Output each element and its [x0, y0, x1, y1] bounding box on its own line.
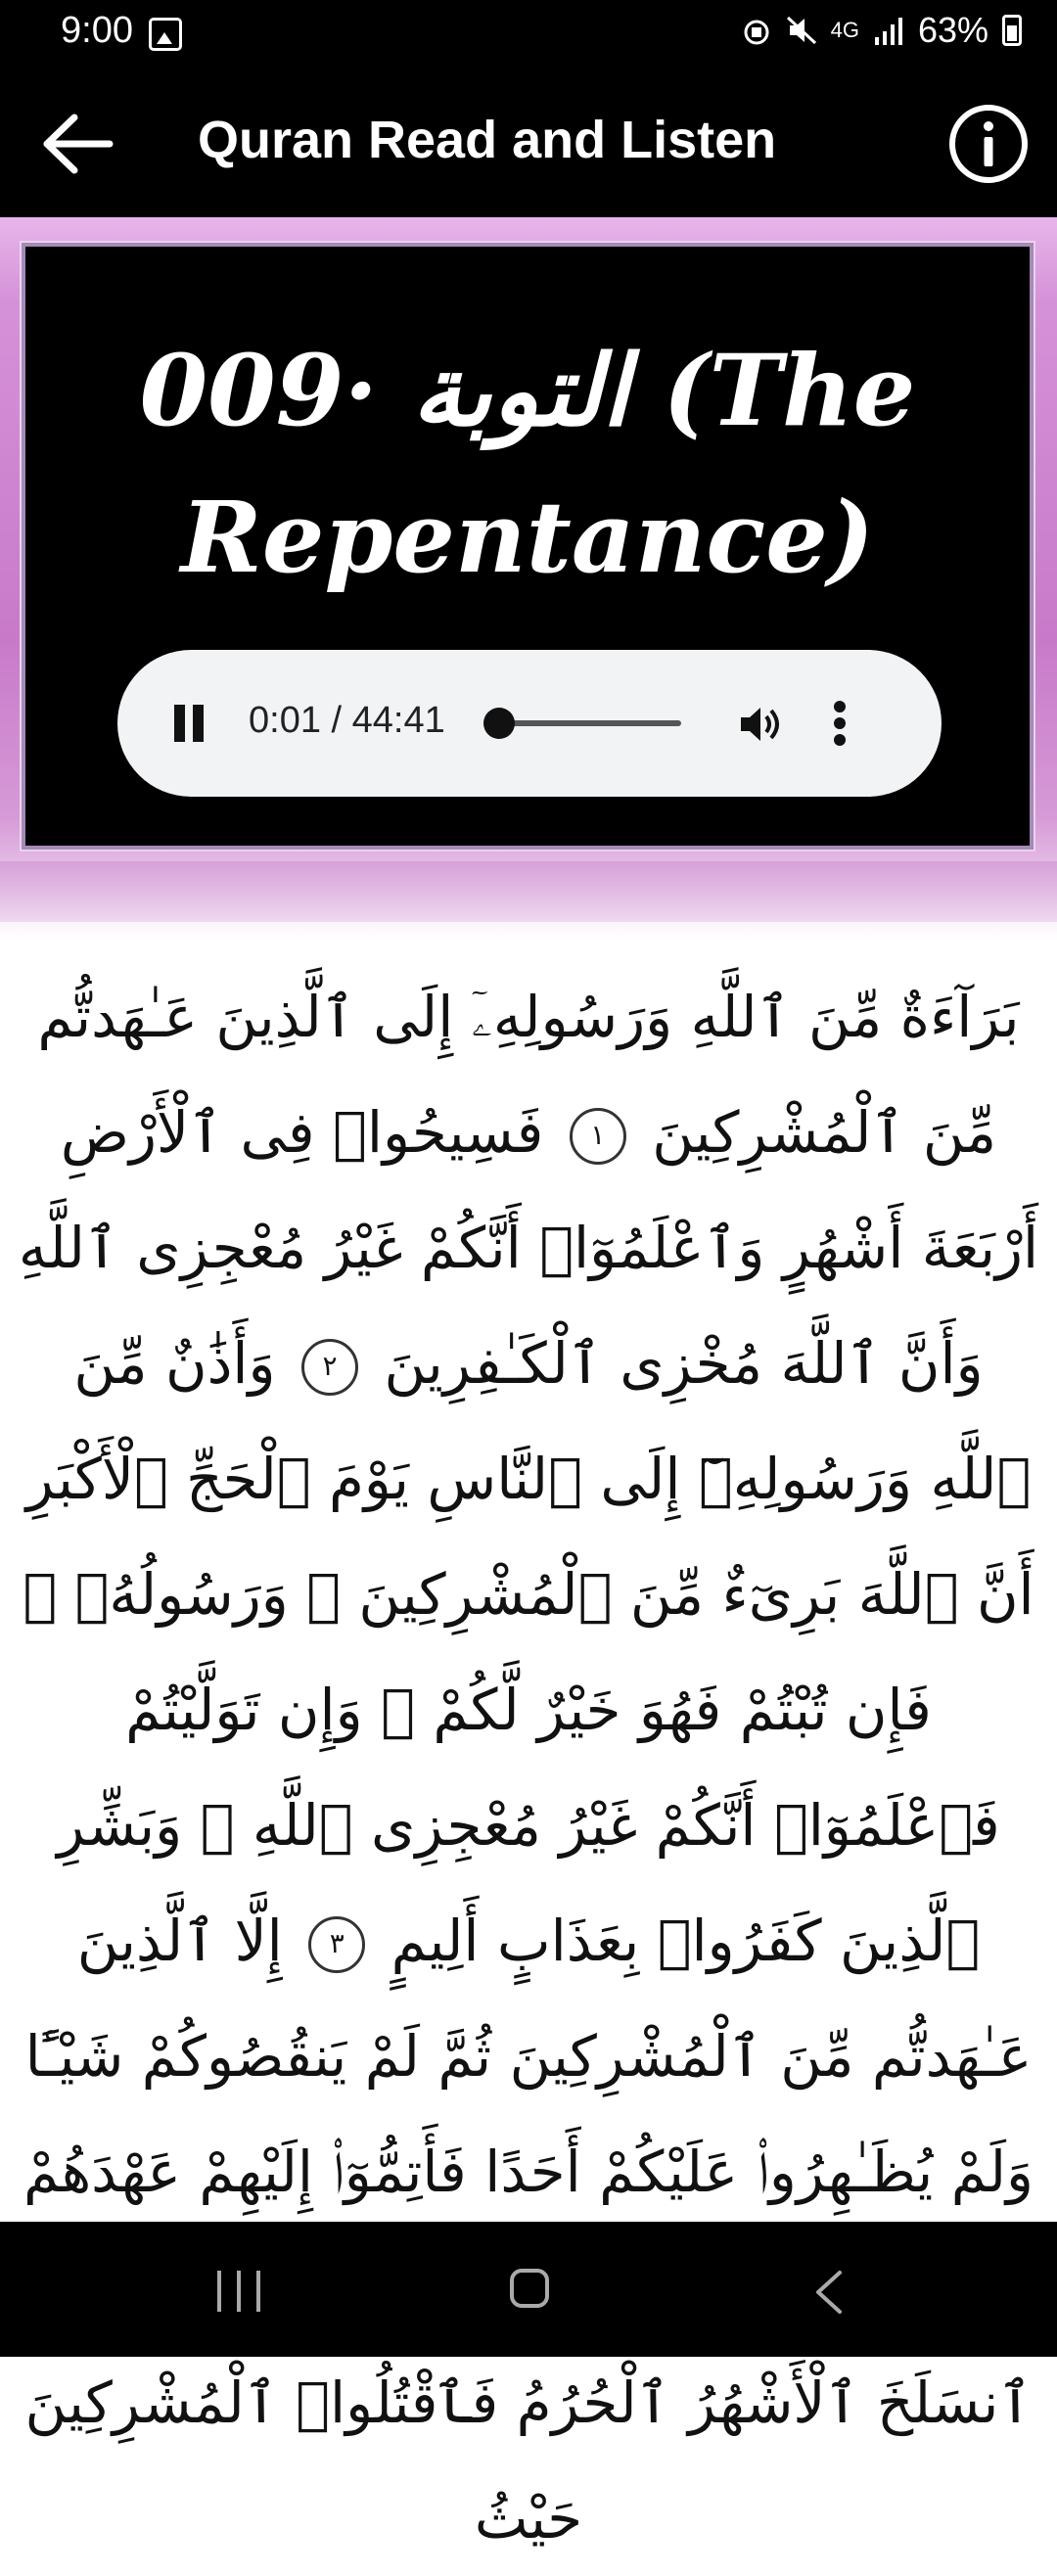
app-bar [0, 70, 1057, 217]
system-nav-bar [0, 2222, 1057, 2357]
surah-header-card [22, 243, 1034, 850]
ayah-5-text: ٱنسَلَخَ ٱلْأَشْهُرُ ٱلْحُرُمُ فَٱقْتُلُوا۟ ٱلْمُشْرِكِينَ حَيْثُ [24, 2369, 1033, 2552]
audio-time-display: 0:01 / 44:41 [249, 700, 445, 741]
status-time: 9:00 [61, 10, 133, 51]
signal-icon [873, 14, 904, 47]
recent-apps-button[interactable] [215, 2271, 264, 2314]
gallery-notification-icon [149, 18, 182, 51]
status-icons [741, 10, 1022, 51]
ayah-1-text: بَرَآءَةٌ مِّنَ ٱللَّهِ وَرَسُولِهِۦٓ إِلَى ٱلَّذِينَ عَـٰهَدتُّم مِّنَ ٱلْمُشْرِكِينَ [37, 984, 1020, 1166]
status-bar [0, 0, 1057, 70]
mute-icon [786, 14, 817, 47]
app-title: Quran Read and Listen [198, 111, 777, 169]
ayah-number-marker: ١ [570, 1108, 626, 1165]
info-icon[interactable] [947, 103, 1030, 185]
ayah-4-text: إِلَّا ٱلَّذِينَ عَـٰهَدتُّم مِّنَ ٱلْمُشْرِكِينَ ثُمَّ لَمْ يَنقُصُوكُمْ شَيْـًٔا وَلَمْ يُظَـٰهِرُوا۟ عَلَيْكُمْ أَحَدًا فَأَتِمُّوٓا۟ إِلَيْهِمْ عَهْدَهُمْ [23, 1908, 1034, 2205]
network-type-label: 4G [830, 18, 859, 42]
header-shadow [0, 861, 1057, 940]
home-button[interactable] [510, 2269, 549, 2308]
seek-bar[interactable] [497, 720, 681, 726]
ayah-number-marker: ٢ [301, 1339, 358, 1396]
alarm-icon [741, 14, 772, 47]
nav-back-icon[interactable] [812, 2269, 846, 2316]
battery-percent: 63% [917, 10, 988, 50]
surah-title: 009· التوبة (The Repentance) [139, 333, 916, 595]
audio-player [117, 650, 942, 797]
pause-button[interactable] [170, 705, 209, 744]
battery-icon [1002, 15, 1022, 46]
ayah-2-text: فَسِيحُوا۟ فِى ٱلْأَرْضِ أَرْبَعَةَ أَشْهُرٍ وَٱعْلَمُوٓا۟ أَنَّكُمْ غَيْرُ مُعْجِزِى ٱللَّهِ وَأَنَّ ٱللَّهَ مُخْزِى ٱلْكَـٰفِرِينَ [18, 1099, 1039, 1397]
volume-icon[interactable] [738, 703, 783, 746]
ayah-text-area [0, 959, 1057, 2552]
seek-thumb[interactable] [483, 708, 515, 739]
more-options-icon[interactable] [830, 699, 850, 748]
back-arrow-icon[interactable] [39, 110, 117, 178]
ayah-3-text: وَأَذَٰنٌ مِّنَ ٱللَّهِ وَرَسُولِهِۦٓ إِلَى ٱلنَّاسِ يَوْمَ ٱلْحَجِّ ٱلْأَكْبَرِ أَنَّ ٱللَّهَ بَرِىٓءٌ مِّنَ ٱلْمُشْرِكِينَ ۙ وَرَسُولُهُۥ ۚ فَإِن تُبْتُمْ فَهُوَ خَيْرٌ لَّكُمْ ۖ وَإِن تَوَلَّيْتُمْ فَٱعْلَمُوٓا۟ أَنَّكُمْ غَيْرُ مُعْجِزِى ٱللَّهِ ۗ وَبَشِّرِ ٱلَّذِينَ كَفَرُوا۟ بِعَذَابٍ أَلِيمٍ [23, 1330, 1034, 1974]
ayah-number-marker: ٣ [308, 1916, 365, 1973]
